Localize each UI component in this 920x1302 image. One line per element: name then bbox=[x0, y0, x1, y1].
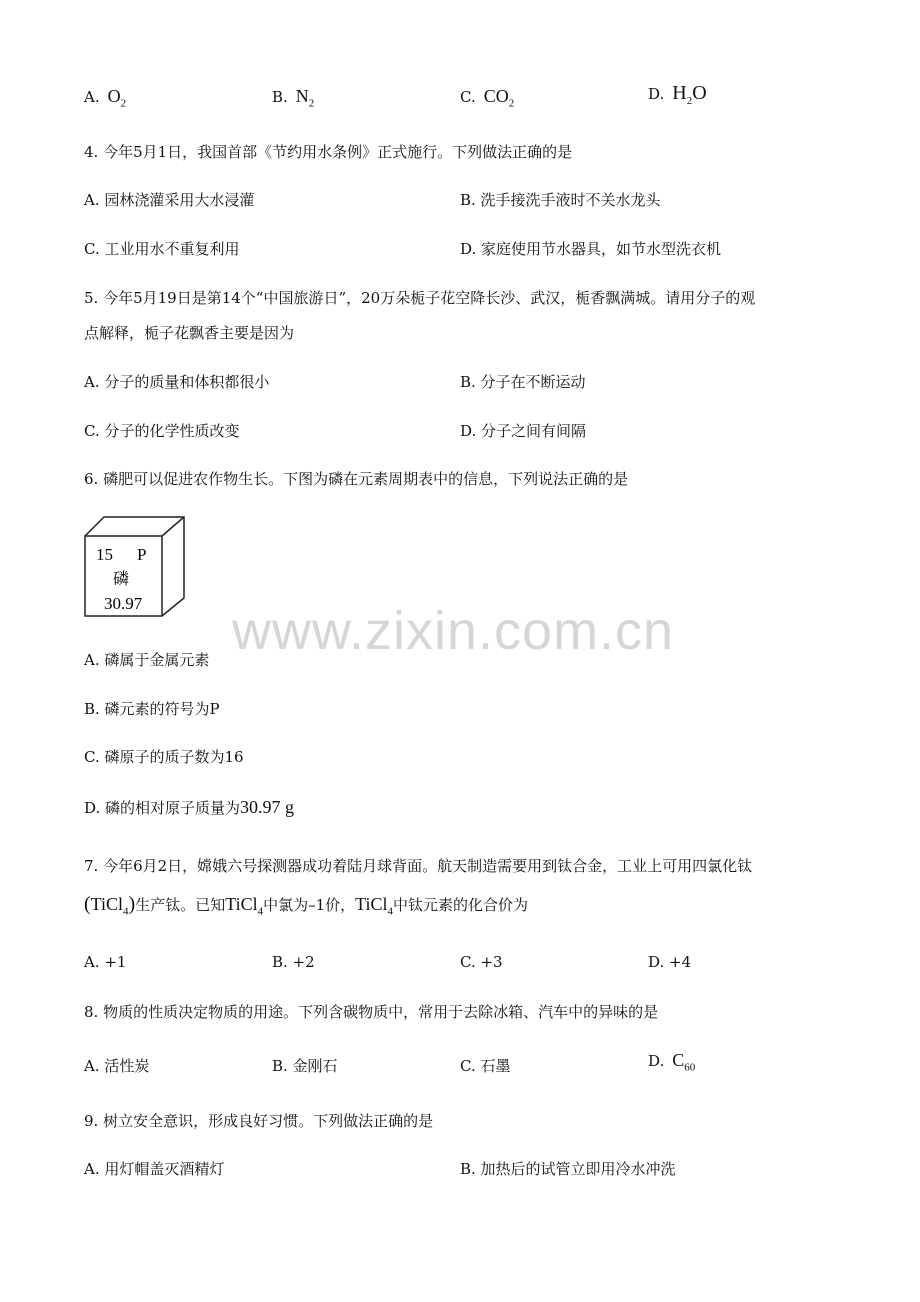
q3-option-c bbox=[460, 86, 514, 110]
q6-stem: 6. 磷肥可以促进农作物生长。下图为磷在元素周期表中的信息，下列说法正确的是 bbox=[84, 470, 629, 488]
q6-option-c: C. 磷原子的质子数为16 bbox=[84, 748, 244, 766]
formula: $CO_2$ bbox=[483, 86, 515, 110]
atomic-mass: 30.97 bbox=[104, 594, 143, 613]
formula: $C_{60}$ bbox=[672, 1050, 696, 1074]
q5-option-c: C. 分子的化学性质改变 bbox=[84, 422, 240, 440]
element-symbol: P bbox=[137, 545, 147, 564]
q5-option-a: A. 分子的质量和体积都很小 bbox=[84, 373, 270, 391]
q5-option-b: B. 分子在不断运动 bbox=[460, 373, 586, 391]
q7-option-d: D. +4 bbox=[648, 953, 692, 971]
q9-option-b: B. 加热后的试管立即用冷水冲洗 bbox=[460, 1160, 676, 1178]
q8-option-c: C. 石墨 bbox=[460, 1057, 511, 1075]
element-name: 磷 bbox=[113, 571, 130, 588]
q7-stem-line1: 7. 今年6月2日，嫦娥六号探测器成功着陆月球背面。航天制造需要用到钛合金，工业上可用四氯化钛 bbox=[84, 857, 753, 875]
option-label: D. bbox=[648, 85, 665, 103]
q3-option-b bbox=[272, 86, 314, 110]
formula: $N_2$ bbox=[295, 86, 315, 110]
q5-option-d: D. 分子之间有间隔 bbox=[460, 422, 587, 440]
q5-stem-line1: 5. 今年5月19日是第14个“中国旅游日”，20万朵栀子花空降长沙、武汉，栀香飘满城。请用分子的观 bbox=[84, 289, 756, 307]
formula: $H_2O$ bbox=[672, 82, 707, 107]
option-label: C. bbox=[460, 88, 476, 106]
q3-option-a bbox=[84, 86, 126, 110]
periodic-table-cell bbox=[84, 516, 188, 620]
q7-option-c: C. +3 bbox=[460, 953, 503, 971]
formula: TiCl$_4$ bbox=[355, 894, 394, 918]
option-label: D. bbox=[648, 1052, 665, 1070]
q6-option-d: D. 磷的相对原子质量为30.97 g bbox=[84, 797, 295, 817]
q3-option-d bbox=[648, 82, 707, 107]
watermark: www.zixin.com.cn bbox=[232, 601, 675, 661]
option-label: A. bbox=[84, 88, 100, 106]
atomic-number: 15 bbox=[96, 545, 113, 564]
formula: $O_2$ bbox=[107, 86, 127, 110]
q7-stem-line2: (TiCl$_4$)生产钛。已知TiCl$_4$中氯为–1价，TiCl$_4$中钛元素的化合价为 bbox=[84, 893, 529, 918]
q4-option-c: C. 工业用水不重复利用 bbox=[84, 240, 240, 258]
q8-option-b: B. 金刚石 bbox=[272, 1057, 338, 1075]
q4-option-b: B. 洗手接洗手液时不关水龙头 bbox=[460, 191, 661, 209]
q7-option-b: B. +2 bbox=[272, 953, 315, 971]
q6-option-a: A. 磷属于金属元素 bbox=[84, 651, 210, 669]
q4-option-a: A. 园林浇灌采用大水浸灌 bbox=[84, 191, 255, 209]
q4-option-d: D. 家庭使用节水器具，如节水型洗衣机 bbox=[460, 240, 722, 258]
q5-stem-line2: 点解释，栀子花飘香主要是因为 bbox=[84, 324, 295, 342]
q9-stem: 9. 树立安全意识，形成良好习惯。下列做法正确的是 bbox=[84, 1112, 434, 1130]
formula: TiCl$_4$ bbox=[225, 894, 264, 918]
q6-option-b: B. 磷元素的符号为P bbox=[84, 700, 220, 718]
q8-option-a: A. 活性炭 bbox=[84, 1057, 150, 1075]
q7-option-a: A. +1 bbox=[84, 953, 127, 971]
q4-stem: 4. 今年5月1日，我国首部《节约用水条例》正式施行。下列做法正确的是 bbox=[84, 143, 573, 161]
option-label: B. bbox=[272, 88, 288, 106]
q8-stem: 8. 物质的性质决定物质的用途。下列含碳物质中，常用于去除冰箱、汽车中的异味的是 bbox=[84, 1003, 659, 1021]
formula: TiCl$_4$ bbox=[90, 894, 129, 918]
q9-option-a: A. 用灯帽盖灭酒精灯 bbox=[84, 1160, 225, 1178]
q8-option-d bbox=[648, 1050, 695, 1074]
